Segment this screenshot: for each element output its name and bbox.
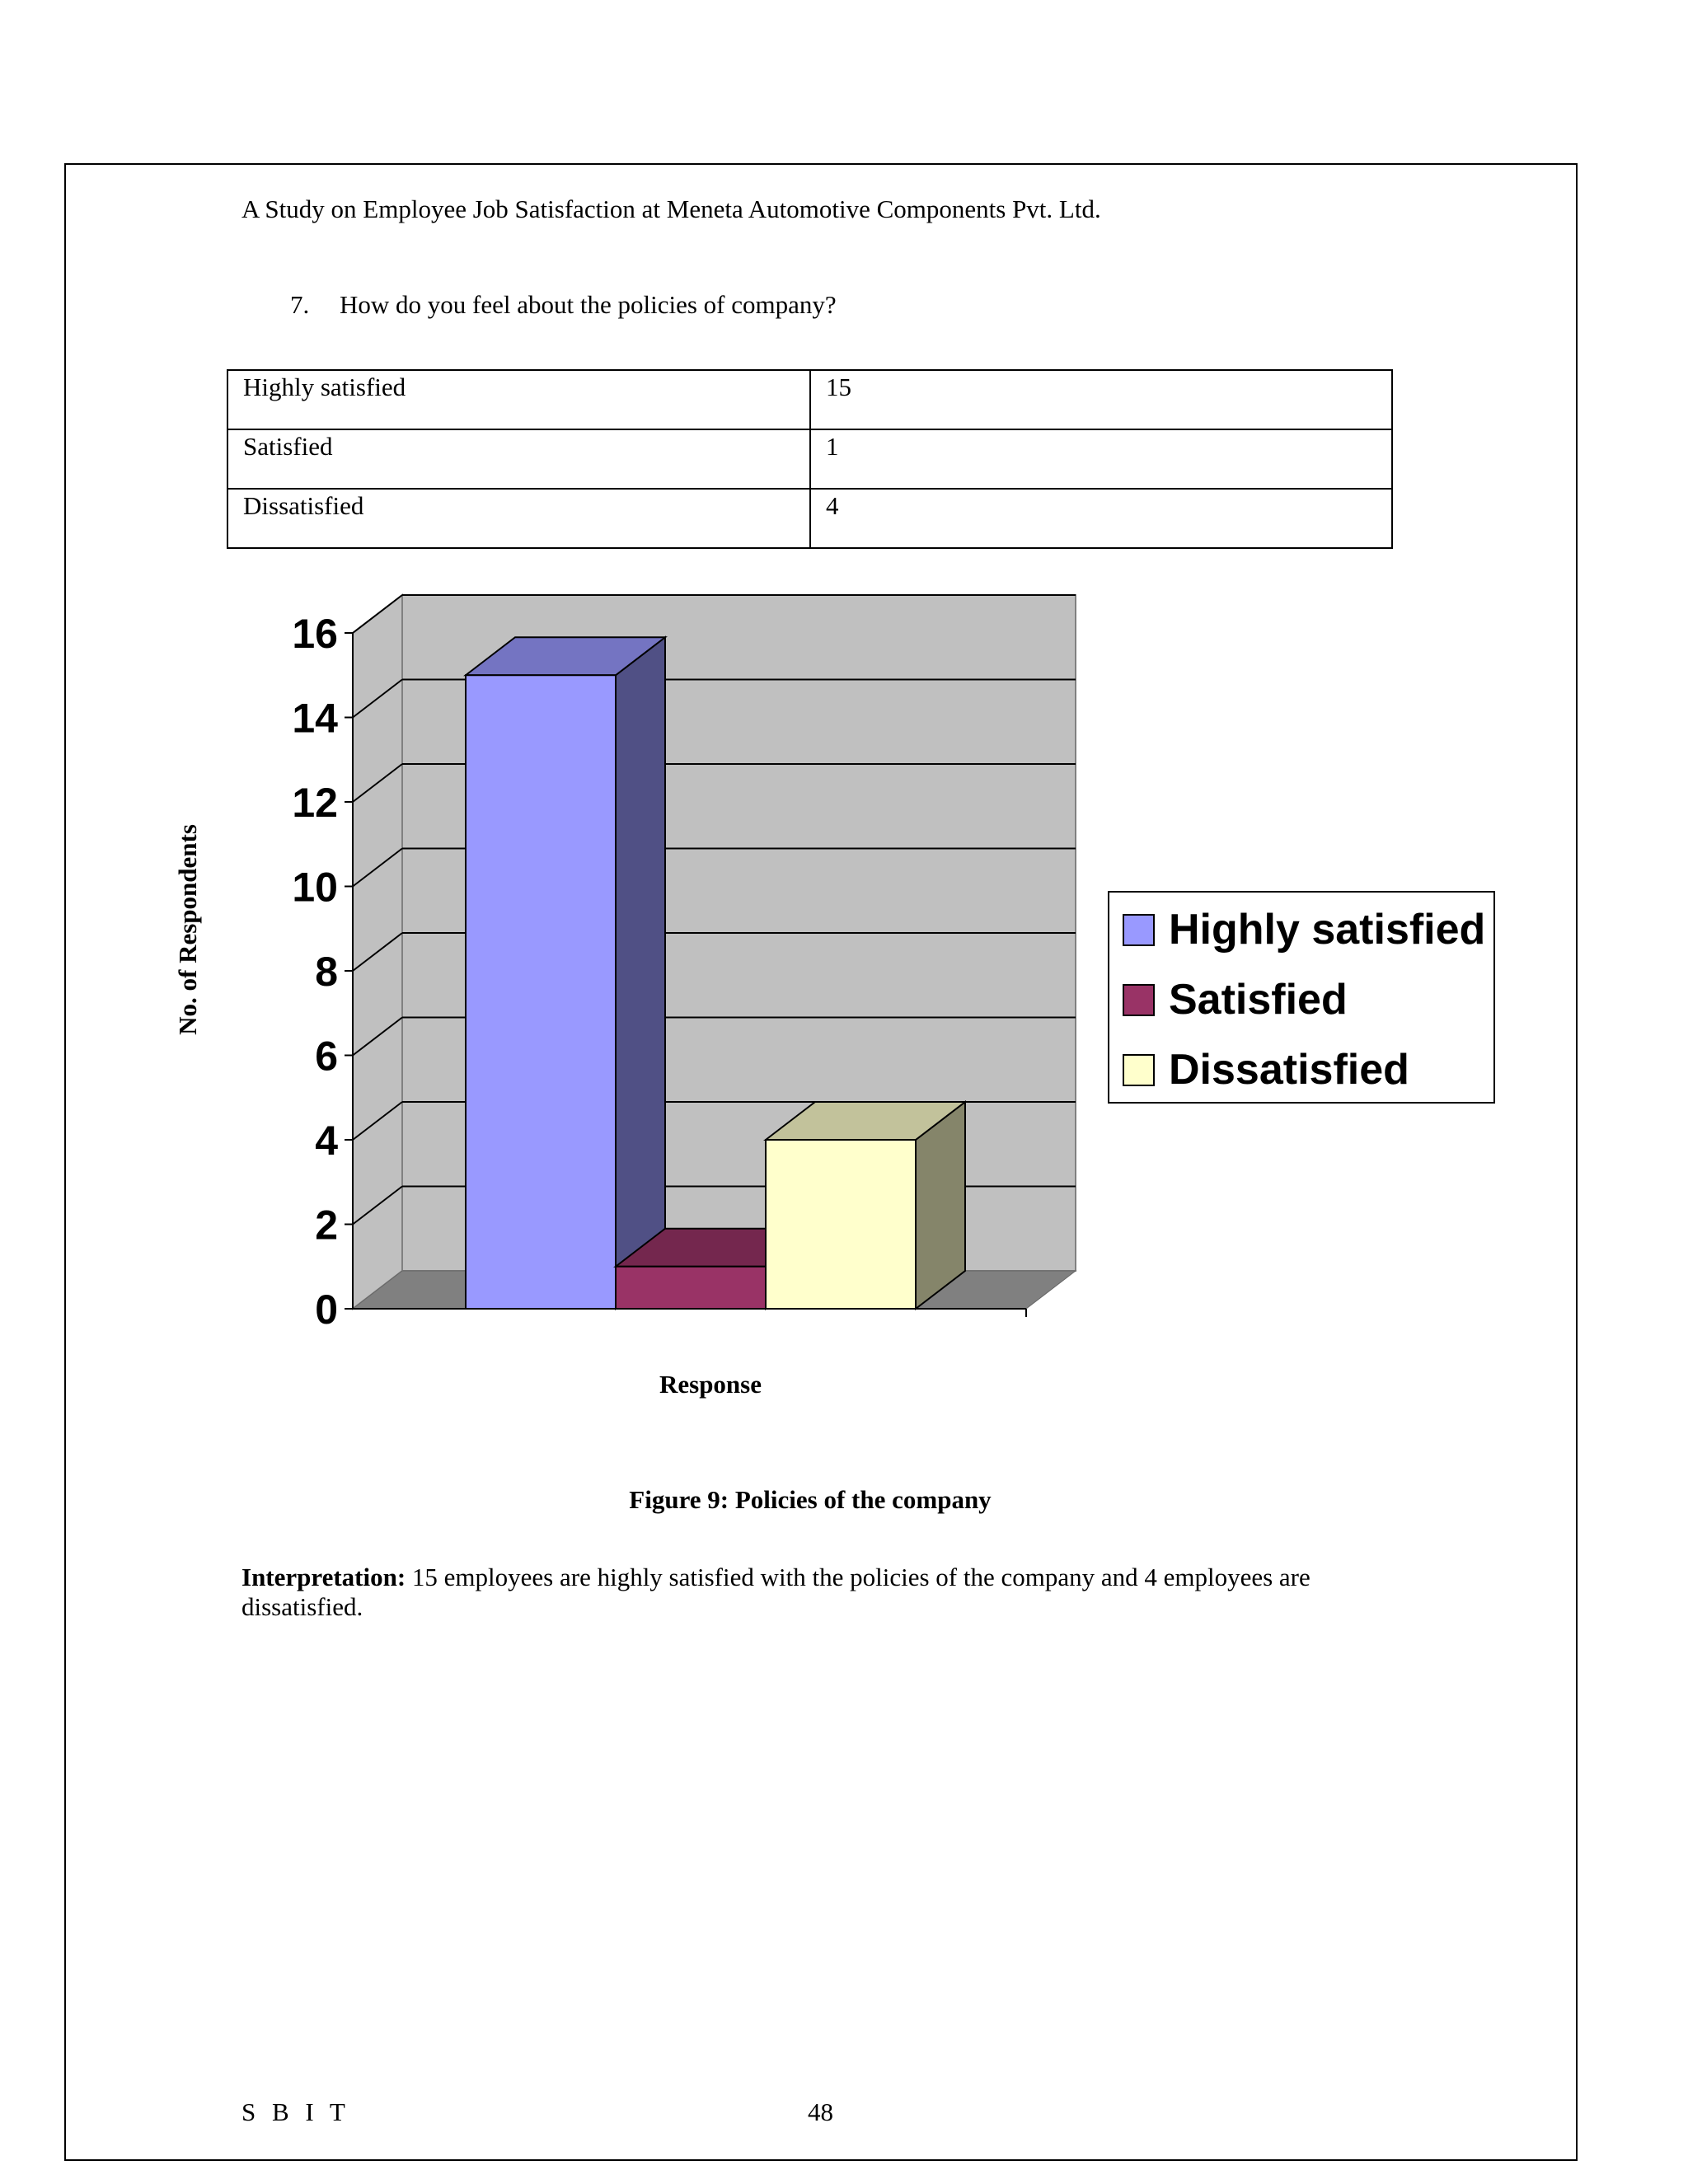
x-axis-title: Response	[659, 1370, 762, 1399]
question-text: How do you feel about the policies of company?	[340, 290, 837, 319]
y-tick-label: 6	[315, 1033, 338, 1080]
legend-swatch	[1123, 985, 1154, 1015]
y-tick-label: 10	[292, 864, 338, 911]
table-cell-label: Satisfied	[227, 429, 810, 489]
interpretation-label: Interpretation:	[241, 1563, 406, 1591]
chart-bar	[766, 1102, 965, 1309]
bar-front-face	[466, 675, 616, 1309]
chart-bar	[466, 637, 665, 1309]
running-header: A Study on Employee Job Satisfaction at Meneta Automotive Components Pvt. Ltd.	[241, 194, 1101, 223]
legend-swatch	[1123, 1055, 1154, 1085]
table-cell-value: 15	[810, 370, 1392, 429]
bar-front-face	[766, 1140, 916, 1309]
y-axis-title: No. of Respondents	[173, 824, 202, 1035]
interpretation	[241, 1563, 1420, 1622]
legend-label: Highly satisfied	[1169, 906, 1486, 954]
legend-label: Satisfied	[1169, 976, 1348, 1024]
table-cell-value: 4	[810, 489, 1392, 548]
bar-front-face	[616, 1267, 766, 1309]
y-tick-label: 16	[292, 611, 338, 657]
figure-caption: Figure 9: Policies of the company	[629, 1485, 992, 1514]
interpretation-text: 15 employees are highly satisfied with the policies of the company and 4 employees are dissatisfied.	[241, 1563, 1311, 1621]
y-tick-label: 12	[292, 780, 338, 826]
legend-label: Dissatisfied	[1169, 1046, 1409, 1094]
question-number: 7.	[290, 290, 310, 319]
bar-side-face	[616, 637, 665, 1309]
y-tick-label: 2	[315, 1202, 338, 1249]
footer-institution: S B I T	[241, 2097, 350, 2126]
page-number: 48	[808, 2097, 833, 2126]
y-tick-label: 8	[315, 949, 338, 995]
y-tick-label: 4	[315, 1118, 338, 1164]
y-tick-label: 0	[315, 1286, 338, 1333]
table-cell-value: 1	[810, 429, 1392, 489]
table-cell-label: Highly satisfied	[227, 370, 810, 429]
table-cell-label: Dissatisfied	[227, 489, 810, 548]
y-tick-label: 14	[292, 695, 338, 742]
legend-swatch	[1123, 915, 1154, 945]
